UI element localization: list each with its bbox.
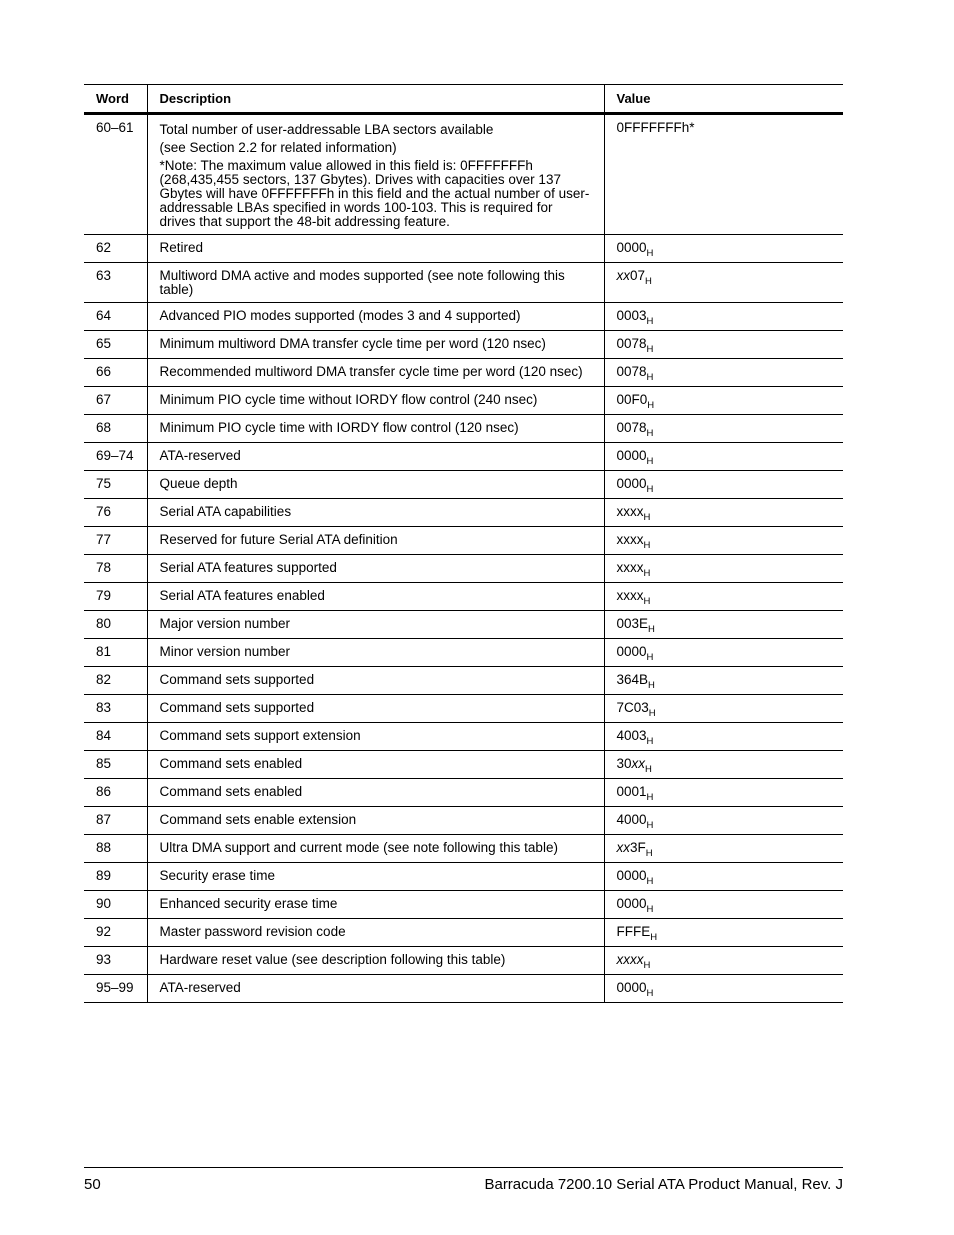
cell-word: 64 bbox=[84, 303, 147, 331]
table-row bbox=[84, 947, 843, 975]
cell-value bbox=[604, 359, 843, 387]
cell-description: Security erase time bbox=[147, 863, 604, 891]
table-row bbox=[84, 443, 843, 471]
cell-description: Minimum multiword DMA transfer cycle time per word (120 nsec) bbox=[147, 331, 604, 359]
cell-description: Minor version number bbox=[147, 639, 604, 667]
table-row bbox=[84, 919, 843, 947]
cell-description: Serial ATA features enabled bbox=[147, 583, 604, 611]
value-subscript: H bbox=[643, 960, 651, 971]
cell-word: 87 bbox=[84, 807, 147, 835]
cell-word: 89 bbox=[84, 863, 147, 891]
value-main: 0078 bbox=[616, 364, 647, 379]
value-subscript: H bbox=[646, 792, 654, 803]
table-row bbox=[84, 891, 843, 919]
value-main: 003E bbox=[616, 616, 649, 631]
cell-value bbox=[604, 695, 843, 723]
value-main: 7C03 bbox=[616, 700, 649, 715]
cell-word: 88 bbox=[84, 835, 147, 863]
value-main: 364B bbox=[616, 672, 649, 687]
table-row bbox=[84, 555, 843, 583]
table-row bbox=[84, 779, 843, 807]
cell-description: ATA-reserved bbox=[147, 975, 604, 1003]
cell-description: Serial ATA features supported bbox=[147, 555, 604, 583]
table-row bbox=[84, 415, 843, 443]
cell-description: Recommended multiword DMA transfer cycle time per word (120 nsec) bbox=[147, 359, 604, 387]
description-line: Total number of user-addressable LBA sectors available bbox=[159, 122, 494, 137]
table-row bbox=[84, 611, 843, 639]
cell-description: Minimum PIO cycle time with IORDY flow control (120 nsec) bbox=[147, 415, 604, 443]
cell-description: Queue depth bbox=[147, 471, 604, 499]
value-subscript: H bbox=[650, 932, 658, 943]
cell-description: Minimum PIO cycle time without IORDY flow control (240 nsec) bbox=[147, 387, 604, 415]
value-main: 0078 bbox=[616, 336, 647, 351]
cell-value bbox=[604, 723, 843, 751]
cell-description: Master password revision code bbox=[147, 919, 604, 947]
value-main: 0000 bbox=[616, 868, 647, 883]
cell-word: 76 bbox=[84, 499, 147, 527]
cell-value bbox=[604, 235, 843, 263]
cell-word: 85 bbox=[84, 751, 147, 779]
table-row bbox=[84, 863, 843, 891]
header-word: Word bbox=[84, 85, 147, 114]
value-subscript: H bbox=[646, 456, 654, 467]
cell-description: Command sets enabled bbox=[147, 779, 604, 807]
value-main: 4000 bbox=[616, 812, 647, 827]
table-row bbox=[84, 359, 843, 387]
cell-word: 79 bbox=[84, 583, 147, 611]
cell-value bbox=[604, 331, 843, 359]
cell-value bbox=[604, 471, 843, 499]
cell-description: Major version number bbox=[147, 611, 604, 639]
cell-description: Serial ATA capabilities bbox=[147, 499, 604, 527]
footer-title: Barracuda 7200.10 Serial ATA Product Manual, Rev. J bbox=[484, 1176, 843, 1193]
cell-value bbox=[604, 891, 843, 919]
cell-value bbox=[604, 611, 843, 639]
value-main: FFFE bbox=[616, 924, 651, 939]
cell-word: 66 bbox=[84, 359, 147, 387]
value-prefix: xx bbox=[616, 840, 630, 855]
value-subscript: H bbox=[646, 904, 654, 915]
value-subscript: H bbox=[646, 820, 654, 831]
value-subscript: H bbox=[643, 540, 651, 551]
cell-description: Ultra DMA support and current mode (see note following this table) bbox=[147, 835, 604, 863]
cell-value bbox=[604, 751, 843, 779]
cell-description: Command sets supported bbox=[147, 667, 604, 695]
table-row bbox=[84, 527, 843, 555]
cell-word: 65 bbox=[84, 331, 147, 359]
cell-value bbox=[604, 975, 843, 1003]
cell-word: 92 bbox=[84, 919, 147, 947]
value-subscript: H bbox=[646, 876, 654, 887]
value-main: xxxx bbox=[616, 532, 644, 547]
cell-description: Command sets enabled bbox=[147, 751, 604, 779]
cell-word: 81 bbox=[84, 639, 147, 667]
table-row bbox=[84, 807, 843, 835]
value-subscript: H bbox=[646, 248, 654, 259]
value-main: 0003 bbox=[616, 308, 647, 323]
table-row bbox=[84, 667, 843, 695]
footer-rule bbox=[84, 1167, 843, 1168]
value-main: xxxx bbox=[616, 504, 644, 519]
table-row bbox=[84, 303, 843, 331]
cell-description: Retired bbox=[147, 235, 604, 263]
cell-value bbox=[604, 919, 843, 947]
cell-description: Command sets support extension bbox=[147, 723, 604, 751]
cell-word: 83 bbox=[84, 695, 147, 723]
value-main: xx bbox=[631, 756, 646, 771]
cell-description: Advanced PIO modes supported (modes 3 and 4 supported) bbox=[147, 303, 604, 331]
value-main: 0000 bbox=[616, 476, 647, 491]
value-subscript: H bbox=[646, 736, 654, 747]
table-row bbox=[84, 263, 843, 303]
cell-value bbox=[604, 527, 843, 555]
identify-device-table bbox=[84, 84, 843, 1003]
cell-value bbox=[604, 667, 843, 695]
header-value: Value bbox=[604, 85, 843, 114]
cell-word: 62 bbox=[84, 235, 147, 263]
cell-value bbox=[604, 415, 843, 443]
cell-description: Enhanced security erase time bbox=[147, 891, 604, 919]
value-prefix: 30 bbox=[616, 756, 632, 771]
cell-description: Reserved for future Serial ATA definition bbox=[147, 527, 604, 555]
cell-value bbox=[604, 443, 843, 471]
table-row bbox=[84, 235, 843, 263]
value-main: 07 bbox=[630, 268, 646, 283]
value-main: xxxx bbox=[616, 588, 644, 603]
value-main: 0078 bbox=[616, 420, 647, 435]
header-description: Description bbox=[147, 85, 604, 114]
value-subscript: H bbox=[646, 484, 654, 495]
cell-value bbox=[604, 947, 843, 975]
cell-word: 78 bbox=[84, 555, 147, 583]
value-subscript: H bbox=[643, 596, 651, 607]
cell-description: Command sets enable extension bbox=[147, 807, 604, 835]
cell-value bbox=[604, 639, 843, 667]
cell-word: 77 bbox=[84, 527, 147, 555]
value-subscript: H bbox=[646, 344, 654, 355]
cell-value bbox=[604, 303, 843, 331]
value-subscript: H bbox=[648, 624, 655, 635]
value-subscript: H bbox=[643, 568, 651, 579]
table-row bbox=[84, 751, 843, 779]
value-subscript: H bbox=[646, 988, 654, 999]
cell-description: ATA-reserved bbox=[147, 443, 604, 471]
value-main: 0000 bbox=[616, 644, 647, 659]
value-main: 0000 bbox=[616, 240, 647, 255]
cell-value bbox=[604, 835, 843, 863]
value-main: xxxx bbox=[616, 560, 644, 575]
value-subscript: H bbox=[648, 680, 655, 691]
value-subscript: H bbox=[646, 652, 654, 663]
value-prefix: xx bbox=[616, 268, 630, 283]
cell-description: Command sets supported bbox=[147, 695, 604, 723]
cell-value bbox=[604, 863, 843, 891]
value-subscript: H bbox=[647, 400, 655, 411]
cell-word: 90 bbox=[84, 891, 147, 919]
table-row bbox=[84, 387, 843, 415]
cell-value bbox=[604, 555, 843, 583]
value-main: 0001 bbox=[616, 784, 647, 799]
cell-value bbox=[604, 263, 843, 303]
cell-word: 69–74 bbox=[84, 443, 147, 471]
value-main: 0000 bbox=[616, 980, 647, 995]
value-main: xxxx bbox=[616, 952, 644, 967]
cell-value bbox=[604, 583, 843, 611]
cell-value bbox=[604, 387, 843, 415]
cell-value bbox=[604, 779, 843, 807]
value-subscript: H bbox=[648, 708, 656, 719]
table-row bbox=[84, 331, 843, 359]
table-row bbox=[84, 471, 843, 499]
value-subscript: H bbox=[645, 276, 652, 287]
cell-value bbox=[604, 499, 843, 527]
table-row bbox=[84, 835, 843, 863]
cell-word: 82 bbox=[84, 667, 147, 695]
cell-word: 80 bbox=[84, 611, 147, 639]
value-subscript: H bbox=[645, 764, 652, 775]
value-subscript: H bbox=[646, 428, 654, 439]
table-row bbox=[84, 583, 843, 611]
table-header-row bbox=[84, 85, 843, 114]
cell-word: 86 bbox=[84, 779, 147, 807]
description-note: *Note: The maximum value allowed in this field is: 0FFFFFFFh (268,435,455 sectors, 137 Gbytes). Drives with capacities over 137 Gbytes will have 0FFFFFFFh in this field and the actual number of user-addressable LBAs specified in words 100-103. This is required for drives that support the 48-bit addressing feature. bbox=[159, 158, 590, 229]
table-row bbox=[84, 114, 843, 235]
table-row bbox=[84, 695, 843, 723]
cell-description bbox=[147, 114, 604, 235]
cell-description: Hardware reset value (see description following this table) bbox=[147, 947, 604, 975]
value-main: 4003 bbox=[616, 728, 647, 743]
value-subscript: H bbox=[645, 848, 653, 859]
value-subscript: H bbox=[646, 316, 654, 327]
value-subscript: H bbox=[646, 372, 654, 383]
cell-word: 93 bbox=[84, 947, 147, 975]
cell-value bbox=[604, 807, 843, 835]
value-main: 0000 bbox=[616, 896, 647, 911]
value-subscript: H bbox=[643, 512, 651, 523]
cell-word: 67 bbox=[84, 387, 147, 415]
cell-word: 84 bbox=[84, 723, 147, 751]
cell-word: 75 bbox=[84, 471, 147, 499]
page-number: 50 bbox=[84, 1176, 101, 1193]
value-main: 0000 bbox=[616, 448, 647, 463]
cell-word: 68 bbox=[84, 415, 147, 443]
table-row bbox=[84, 975, 843, 1003]
description-line: (see Section 2.2 for related information) bbox=[159, 140, 397, 155]
table-row bbox=[84, 723, 843, 751]
value-main: 00F0 bbox=[616, 392, 648, 407]
cell-word: 60–61 bbox=[84, 114, 147, 235]
table-row bbox=[84, 499, 843, 527]
value-main: 3F bbox=[630, 840, 646, 855]
cell-word: 63 bbox=[84, 263, 147, 303]
cell-description: Multiword DMA active and modes supported (see note following this table) bbox=[147, 263, 604, 303]
cell-word: 95–99 bbox=[84, 975, 147, 1003]
cell-value: 0FFFFFFFh* bbox=[604, 114, 843, 235]
table-row bbox=[84, 639, 843, 667]
